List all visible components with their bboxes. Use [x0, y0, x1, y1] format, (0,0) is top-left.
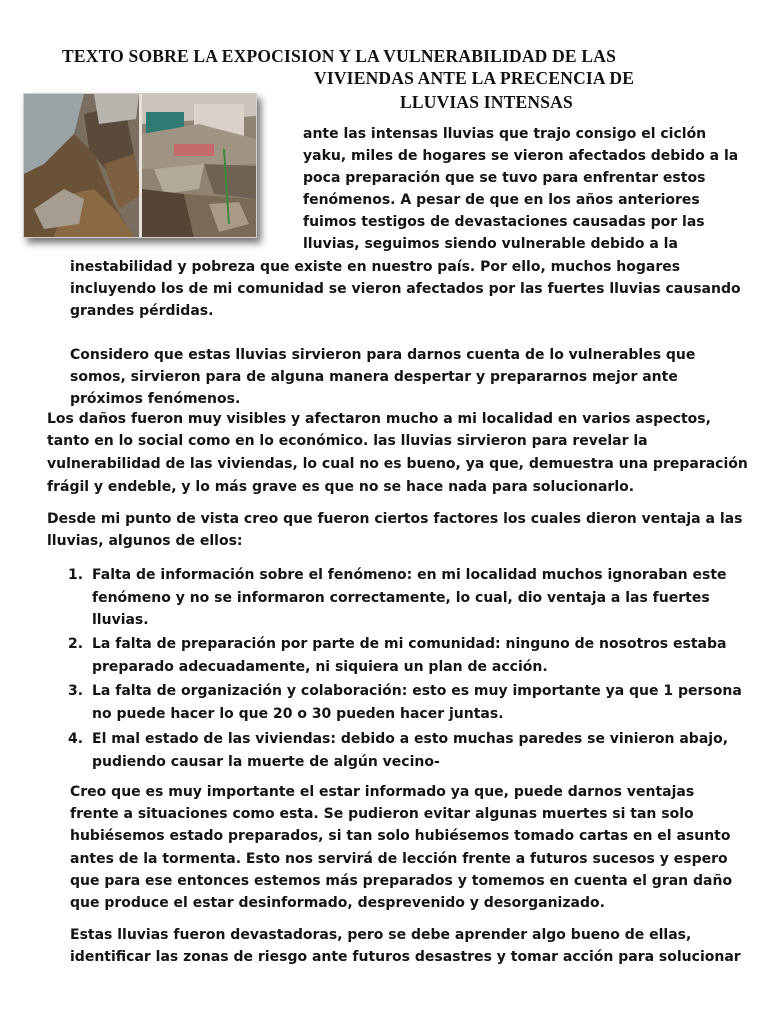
list-item-number: 2. — [68, 636, 84, 652]
list-item-line: La falta de organización y colaboración: esto es muy importante ya que 1 persona — [92, 683, 742, 699]
list-item-number: 3. — [68, 683, 84, 699]
paragraph-4-line: Desde mi punto de vista creo que fueron ciertos factores los cuales dieron ventaja a las — [47, 511, 743, 527]
list-item-line: no puede hacer lo que 20 o 30 pueden hacer juntas. — [92, 705, 504, 722]
paragraph-3-line: tanto en lo social como en lo económico. las lluvias sirvieron para revelar la — [47, 433, 648, 449]
paragraph-2-line: próximos fenómenos. — [70, 391, 241, 407]
paragraph-3-line: frágil y endeble, y lo más grave es que no se hace nada para solucionarlo. — [47, 479, 635, 495]
list-item-line: pudiendo causar la muerte de algún vecino- — [92, 753, 440, 770]
list-item-line: El mal estado de las viviendas: debido a esto muchas paredes se vinieron abajo, — [92, 731, 729, 747]
list-item-number: 1. — [68, 567, 84, 583]
paragraph-1-line: lluvias, seguimos siendo vulnerable debido a la — [303, 236, 678, 252]
list-item-number: 4. — [68, 731, 84, 747]
paragraph-1-line: grandes pérdidas. — [70, 303, 214, 319]
document-title-line-3: LLUVIAS INTENSAS — [400, 92, 573, 112]
list-item-line: preparado adecuadamente, ni siquiera un plan de acción. — [92, 658, 548, 675]
list-item-line: La falta de preparación por parte de mi comunidad: ninguno de nosotros estaba — [92, 636, 727, 652]
paragraph-5-line: frente a situaciones como esta. Se pudieron evitar algunas muertes si tan solo — [70, 806, 694, 822]
list-item-line: fenómeno y no se informaron correctamente, lo cual, dio ventaja a las fuertes — [92, 589, 710, 606]
paragraph-5-line: hubiésemos estado preparados, si tan solo hubiésemos tomado cartas en el asunto — [70, 828, 731, 844]
paragraph-5-line: que produce el estar desinformado, desprevenido y desorganizado. — [70, 895, 605, 911]
paragraph-1-line: ante las intensas lluvias que trajo consigo el ciclón — [303, 126, 707, 142]
paragraph-1-line: poca preparación que se tuvo para enfrentar estos — [303, 170, 706, 186]
paragraph-3-line: Los daños fueron muy visibles y afectaron mucho a mi localidad en varios aspectos, — [47, 411, 711, 427]
list-item-line: lluvias. — [92, 612, 149, 628]
paragraph-3-line: vulnerabilidad de las viviendas, lo cual no es bueno, ya que, demuestra una preparación — [47, 456, 748, 472]
document-title-line-2: VIVIENDAS ANTE LA PRECENCIA DE — [314, 68, 635, 88]
paragraph-1-line: fenómenos. A pesar de que en los años anteriores — [303, 192, 700, 208]
paragraph-1-line: yaku, miles de hogares se vieron afectados debido a la — [303, 148, 739, 164]
list-item-line: Falta de información sobre el fenómeno: en mi localidad muchos ignoraban este — [92, 567, 727, 583]
paragraph-1-line: incluyendo los de mi comunidad se vieron afectados por las fuertes lluvias causando — [70, 281, 741, 297]
paragraph-1-line: inestabilidad y pobreza que existe en nuestro país. Por ello, muchos hogares — [70, 259, 681, 275]
paragraph-6-line: identificar las zonas de riesgo ante futuros desastres y tomar acción para solucionar — [70, 949, 741, 965]
paragraph-5-line: que para ese entonces estemos más preparados y tomemos en cuenta el gran daño — [70, 873, 733, 889]
flood-damage-photo — [23, 93, 257, 238]
paragraph-6-line: Estas lluvias fueron devastadoras, pero se debe aprender algo bueno de ellas, — [70, 927, 692, 943]
paragraph-5-line: Creo que es muy importante el estar informado ya que, puede darnos ventajas — [70, 784, 695, 800]
paragraph-4-line: lluvias, algunos de ellos: — [47, 533, 243, 549]
paragraph-2-line: somos, sirvieron para de alguna manera despertar y prepararnos mejor ante — [70, 369, 678, 385]
document-title-line-1: TEXTO SOBRE LA EXPOCISION Y LA VULNERABILIDAD DE LAS — [62, 46, 617, 66]
paragraph-1-line: fuimos testigos de devastaciones causadas por las — [303, 214, 705, 230]
paragraph-2-line: Considero que estas lluvias sirvieron para darnos cuenta de lo vulnerables que — [70, 347, 696, 363]
paragraph-5-line: antes de la tormenta. Esto nos servirá de lección frente a futuros sucesos y espero — [70, 851, 728, 867]
